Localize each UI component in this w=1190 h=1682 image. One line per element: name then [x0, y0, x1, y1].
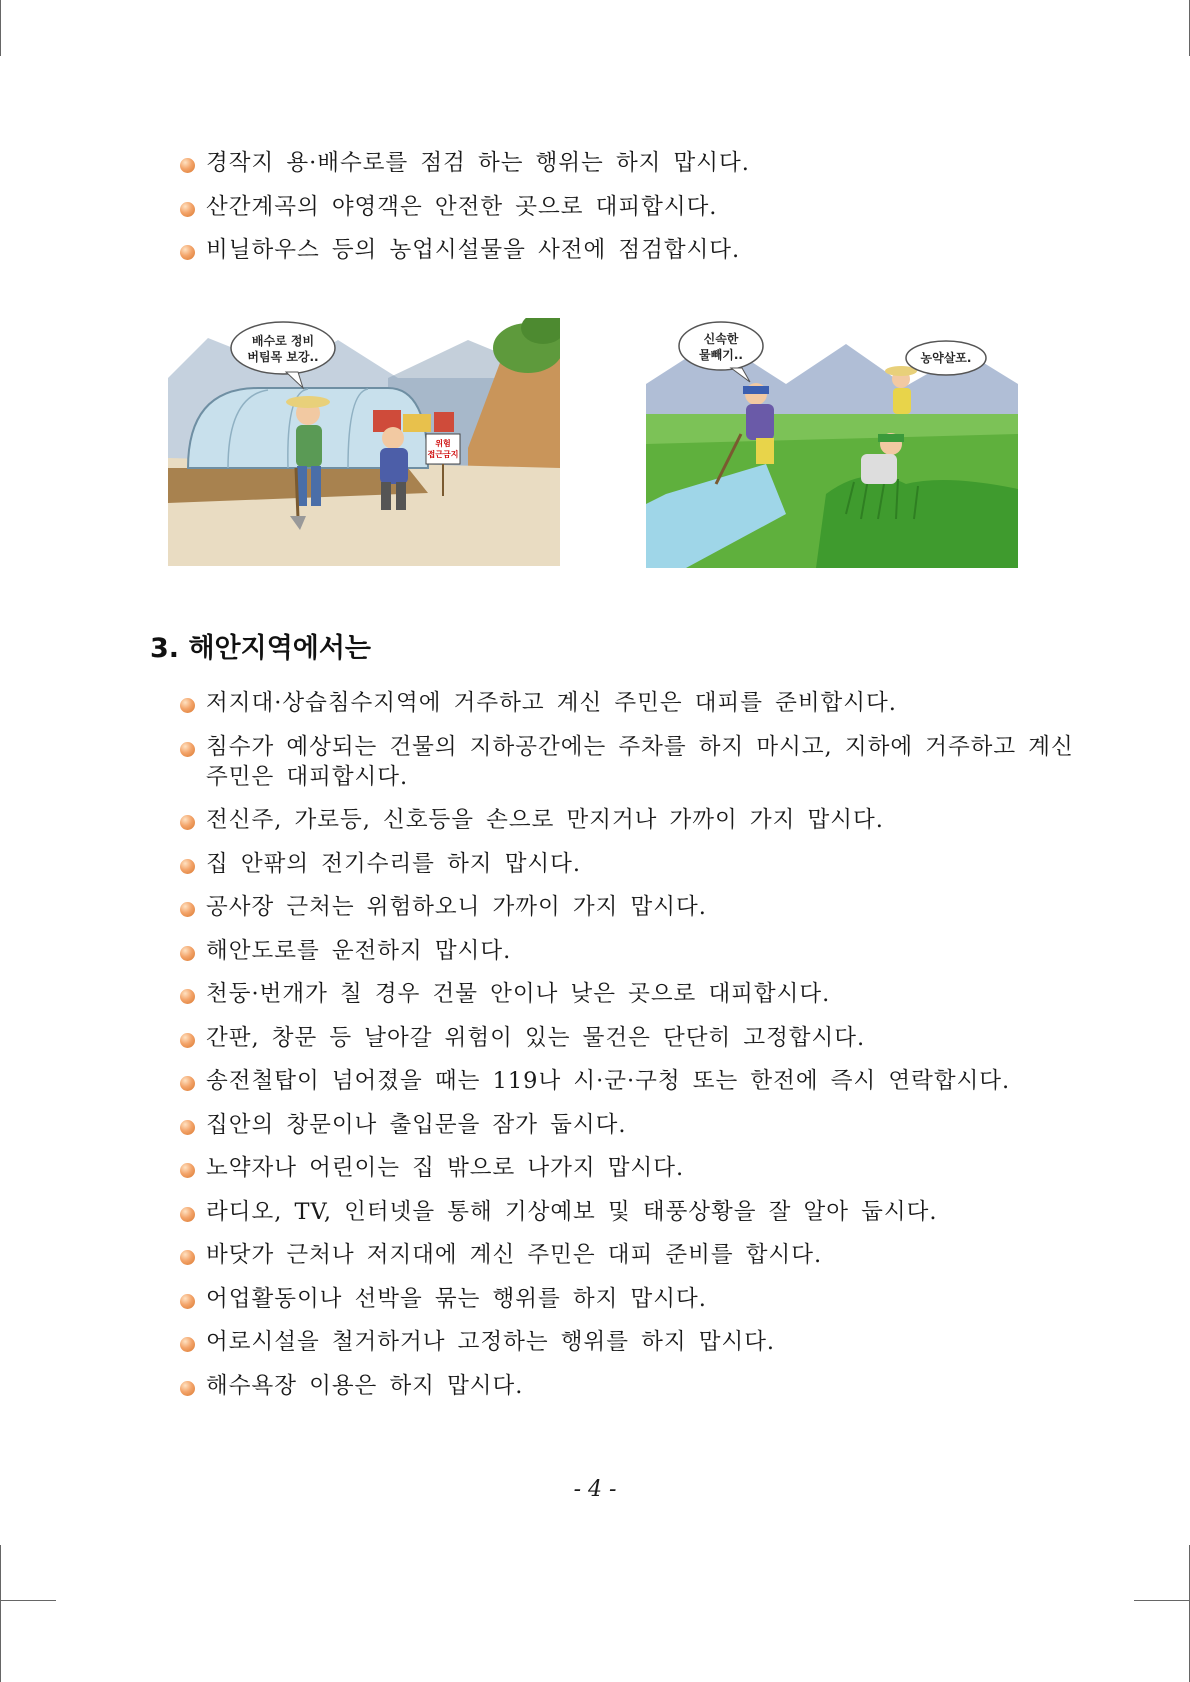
bullet-icon — [180, 1294, 195, 1309]
list-item: 집 안팎의 전기수리를 하지 맙시다. — [180, 849, 1074, 879]
list-item: 바닷가 근처나 저지대에 계신 주민은 대피 준비를 합시다. — [180, 1240, 1074, 1270]
crop-mark — [0, 1545, 1, 1682]
page-number: - 4 - — [573, 1477, 617, 1502]
crop-mark — [0, 1600, 56, 1601]
crop-mark — [0, 0, 1, 56]
speech-bubble-text-5: 농약살포. — [920, 351, 972, 365]
list-item: 저지대·상습침수지역에 거주하고 계신 주민은 대피를 준비합시다. — [180, 688, 1074, 718]
bullet-icon — [180, 1120, 195, 1135]
bullet-icon — [180, 1076, 195, 1091]
bullet-icon — [180, 158, 195, 173]
list-item: 산간계곡의 야영객은 안전한 곳으로 대피합시다. — [180, 192, 750, 222]
rice-paddy-illustration — [646, 314, 1018, 568]
bullet-icon — [180, 946, 195, 961]
bullet-icon — [180, 902, 195, 917]
speech-bubble-text-4: 물빼기.. — [699, 348, 743, 362]
list-item: 집안의 창문이나 출입문을 잠가 둡시다. — [180, 1110, 1074, 1140]
bullet-icon — [180, 1163, 195, 1178]
list-item: 천둥·번개가 칠 경우 건물 안이나 낮은 곳으로 대피합시다. — [180, 979, 1074, 1009]
bullet-icon — [180, 245, 195, 260]
bullet-icon — [180, 202, 195, 217]
section-title: 3. 해안지역에서는 — [150, 633, 372, 664]
bullet-icon — [180, 989, 195, 1004]
speech-bubble-text-3: 신속한 — [703, 332, 739, 346]
bullet-icon — [180, 815, 195, 830]
list-item: 경작지 용·배수로를 점검 하는 행위는 하지 맙시다. — [180, 148, 750, 178]
speech-bubble-text-2: 버팀목 보강.. — [247, 350, 319, 364]
sign-text-1: 위험 — [435, 439, 451, 448]
bullet-icon — [180, 1381, 195, 1396]
section-bullet-list — [180, 688, 1074, 1414]
list-item: 어업활동이나 선박을 묶는 행위를 하지 맙시다. — [180, 1284, 1074, 1314]
sign-text-2: 접근금지 — [427, 450, 459, 459]
list-item: 공사장 근처는 위험하오니 가까이 가지 맙시다. — [180, 892, 1074, 922]
list-item: 노약자나 어린이는 집 밖으로 나가지 맙시다. — [180, 1153, 1074, 1183]
speech-bubble-text-1: 배수로 정비 — [251, 334, 315, 348]
bullet-icon — [180, 859, 195, 874]
list-item: 간판, 창문 등 날아갈 위험이 있는 물건은 단단히 고정합시다. — [180, 1023, 1074, 1053]
bullet-icon — [180, 698, 195, 713]
list-item: 침수가 예상되는 건물의 지하공간에는 주차를 하지 마시고, 지하에 거주하고 계신 주민은 대피합시다. — [180, 732, 1074, 792]
list-item: 해수욕장 이용은 하지 맙시다. — [180, 1371, 1074, 1401]
bullet-icon — [180, 1250, 195, 1265]
list-item: 라디오, TV, 인터넷을 통해 기상예보 및 태풍상황을 잘 알아 둡시다. — [180, 1197, 1074, 1227]
top-bullet-list — [180, 148, 750, 279]
list-item: 송전철탑이 넘어졌을 때는 119나 시·군·구청 또는 한전에 즉시 연락합시다. — [180, 1066, 1074, 1096]
list-item: 어로시설을 철거하거나 고정하는 행위를 하지 맙시다. — [180, 1327, 1074, 1357]
list-item: 전신주, 가로등, 신호등을 손으로 만지거나 가까이 가지 맙시다. — [180, 805, 1074, 835]
bullet-icon — [180, 1033, 195, 1048]
bullet-icon — [180, 742, 195, 757]
bullet-icon — [180, 1337, 195, 1352]
greenhouse-illustration — [168, 318, 560, 566]
crop-mark — [1134, 1600, 1190, 1601]
list-item: 해안도로를 운전하지 맙시다. — [180, 936, 1074, 966]
list-item: 비닐하우스 등의 농업시설물을 사전에 점검합시다. — [180, 235, 750, 265]
bullet-icon — [180, 1207, 195, 1222]
